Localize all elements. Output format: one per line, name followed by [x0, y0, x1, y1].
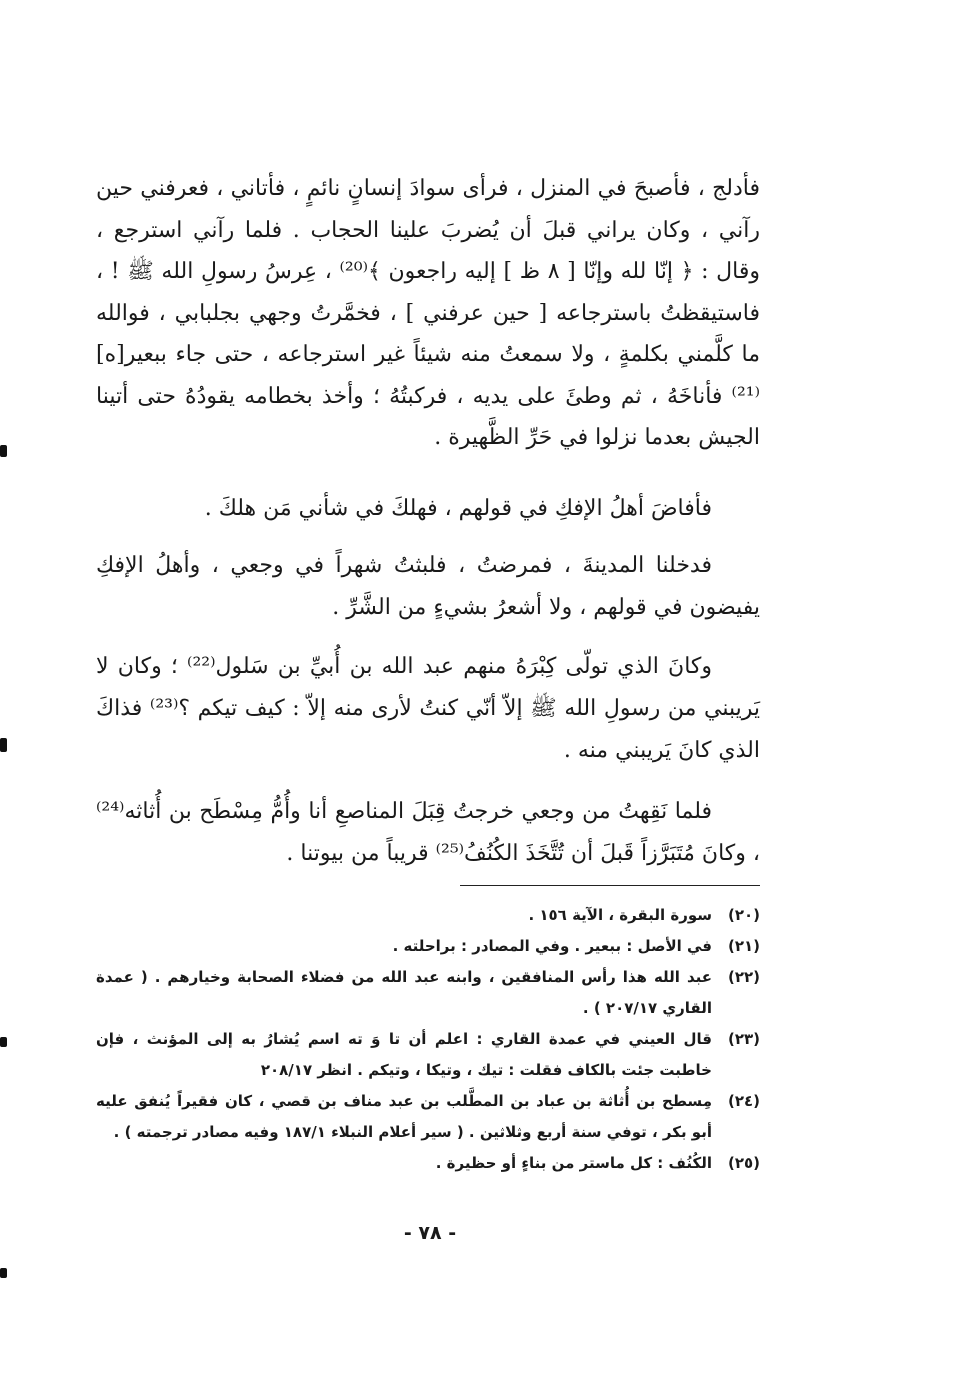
scan-edge-mark [0, 1037, 7, 1047]
scan-edge-mark [0, 738, 7, 752]
paragraph-2: فأفاضَ أهلُ الإفكِ في قولهم ، فهلكَ في شأني مَن هلكَ . [204, 496, 712, 521]
footnote [96, 1086, 760, 1148]
paragraph-block [96, 488, 760, 530]
footnote [96, 1024, 760, 1086]
footnote [96, 962, 760, 1024]
footnote [96, 900, 760, 931]
footnote-text: الكُنُف : كل ماستر من بناءٍ أو حظيرة . [435, 1154, 712, 1172]
footnotes [96, 900, 760, 1179]
paragraph-5: فلما نَقِهتُ من وجعي خرجتُ قِبَلَ المناصعِ أنا وأُمُّ مِسْطَح بن أُثاثه⁽²⁴⁾ ، وكانَ مُتَبَرَّزاً قَبلَ أن تُتَّخَذَ الكُنُفُ⁽²⁵⁾ قريباً من بيوتنا . [96, 799, 760, 866]
footnote-number: (٢٢) [727, 968, 760, 986]
paragraph-block [96, 168, 760, 459]
page-number: - ٧٨ - [403, 1222, 457, 1244]
footnote-text: في الأصل : ببعير . وفي المصادر : براحلته . [392, 937, 712, 955]
footnote-number: (٢٣) [727, 1030, 760, 1048]
footnote-number: (٢٥) [727, 1154, 760, 1172]
footnote-text: عبد الله هذا رأس المنافقين ، وابنه عبد الله من فضلاء الصحابة وخيارهم . ( عمدة القاري ٢٠٧/١٧ ) . [96, 968, 712, 1017]
footnote-text: مِسطح بن أُثاثة بن عباد بن المطَّلب بن عبد مناف بن قصي ، كان فقيراً يُنفق عليه أبو بكر ، توفي سنة أربع وثلاثين . ( سير أعلام النبلاء ١٨٧/١ وفيه مصادر ترجمته ) . [96, 1092, 712, 1141]
footnote-number: (٢١) [727, 937, 760, 955]
footnote-text: قال العيني في عمدة القاري : اعلم أن تا وَ ته اسم يُشارُ به إلى المؤنث ، فإن خاطبت جئت بالكاف فقلت : تيك ، وتيكا ، وتيكم . انظر ٢٠٨/١٧ [96, 1030, 712, 1079]
scan-edge-mark [0, 445, 7, 457]
footnote-text: سورة البقرة ، الآية ١٥٦ . [528, 906, 712, 924]
scan-edge-mark [0, 1268, 7, 1278]
footnote-divider [460, 885, 760, 886]
paragraph-1: فأدلج ، فأصبحَ في المنزل ، فرأى سوادَ إنسانٍ نائمٍ ، فأتاني ، فعرفني حين رآني ، وكان يراني قبلَ أن يُضربَ علينا الحجاب . فلما رآني استرجع ، وقال : ﴿ إنّا لله وإنّا [ ٨ ظ ] إليه راجعون ﴾⁽²⁰⁾ ، عِرسُ رسولِ الله ﷺ ! ، فاستيقظتُ باسترجاعه [ حين عرفني ] ، فخمَّرتُ وجهي بجلبابي ، فوالله ما كلَّمني بكلمةٍ ، ولا سمعتُ منه شيئاً غير استرجاعه ، حتى جاء ببعير[ه]⁽²¹⁾ فأناخَهُ ، ثم وطئَ على يديه ، فركبتُهُ ؛ وأخذ بخطامه يقودُهُ حتى أتينا الجيش بعدما نزلوا في حَرِّ الظَّهيرة . [96, 176, 760, 450]
footnote-number: (٢٠) [727, 906, 760, 924]
footnote [96, 931, 760, 962]
paragraph-block [96, 791, 760, 875]
paragraph-block [96, 646, 760, 772]
paragraph-block [96, 545, 760, 629]
paragraph-4: وكانَ الذي تولّى كِبْرَهُ منهم عبد الله بن أُبيِّ بن سَلول⁽²²⁾ ؛ وكان لا يَريبني من رسولِ الله ﷺ إلاّ أنّي كنتُ لأرى منه إلاّ : كيف تيكم ؟⁽²³⁾ فذاكَ الذي كانَ يَريبني منه . [96, 654, 760, 763]
footnote [96, 1148, 760, 1179]
footnote-number: (٢٤) [727, 1092, 760, 1110]
paragraph-3: فدخلنا المدينةَ ، فمرضتُ ، فلبثتُ شهراً في وجعي ، وأهلُ الإفكِ يفيضون في قولهم ، ولا أشعرُ بشيءٍ من الشَّرِّ . [96, 553, 760, 620]
